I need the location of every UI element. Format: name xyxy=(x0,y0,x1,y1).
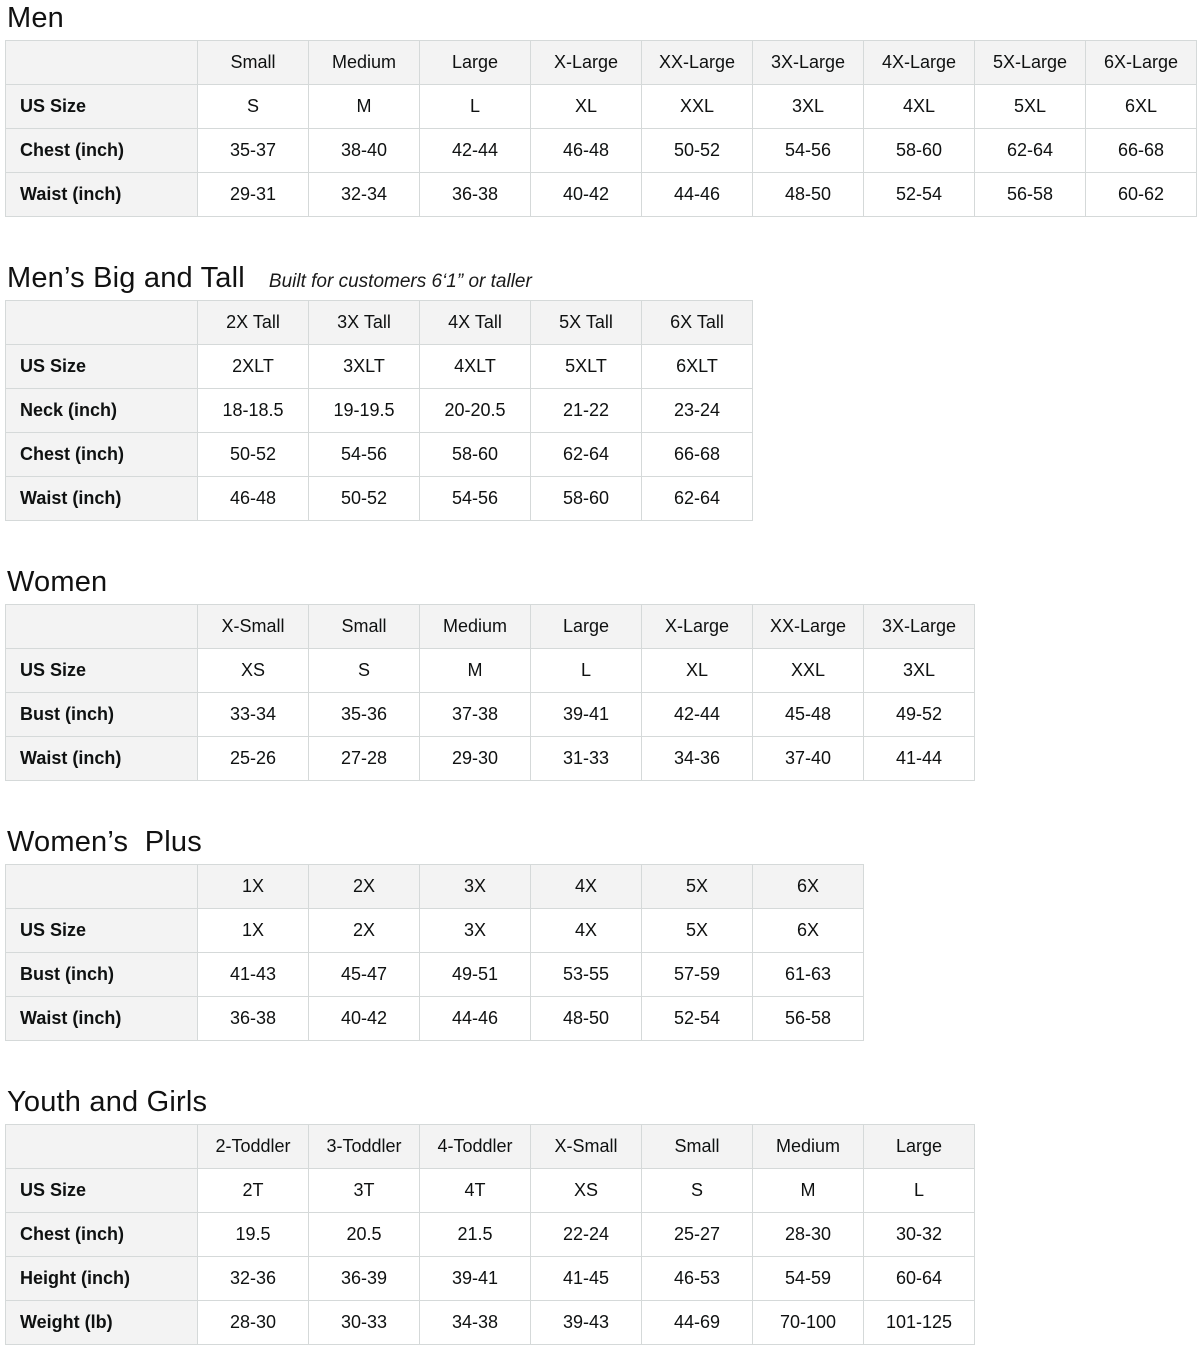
value-cell: 54-56 xyxy=(309,433,420,477)
size-table-mens-big-and-tall xyxy=(5,300,753,521)
value-cell: 37-38 xyxy=(420,693,531,737)
size-table-youth-and-girls xyxy=(5,1124,975,1345)
value-cell: S xyxy=(642,1169,753,1213)
value-cell: 33-34 xyxy=(198,693,309,737)
value-cell: 38-40 xyxy=(309,129,420,173)
row-label: Waist (inch) xyxy=(6,477,198,521)
value-cell: 19.5 xyxy=(198,1213,309,1257)
value-cell: 20-20.5 xyxy=(420,389,531,433)
value-cell: M xyxy=(753,1169,864,1213)
table-row xyxy=(6,389,753,433)
table-row xyxy=(6,1257,975,1301)
value-cell: 49-52 xyxy=(864,693,975,737)
header-row xyxy=(6,41,1197,85)
value-cell: L xyxy=(420,85,531,129)
value-cell: 42-44 xyxy=(642,693,753,737)
column-header: 6X Tall xyxy=(642,301,753,345)
value-cell: 23-24 xyxy=(642,389,753,433)
column-header: 2-Toddler xyxy=(198,1125,309,1169)
value-cell: 44-46 xyxy=(420,997,531,1041)
value-cell: 36-38 xyxy=(198,997,309,1041)
column-header: 4X Tall xyxy=(420,301,531,345)
value-cell: 5X xyxy=(642,909,753,953)
section-header xyxy=(7,566,1196,598)
value-cell: S xyxy=(198,85,309,129)
column-header: 5X xyxy=(642,865,753,909)
value-cell: 32-34 xyxy=(309,173,420,217)
row-label: US Size xyxy=(6,649,198,693)
value-cell: L xyxy=(531,649,642,693)
value-cell: 62-64 xyxy=(531,433,642,477)
row-label: US Size xyxy=(6,345,198,389)
value-cell: 58-60 xyxy=(420,433,531,477)
value-cell: 53-55 xyxy=(531,953,642,997)
row-label: US Size xyxy=(6,909,198,953)
value-cell: 41-44 xyxy=(864,737,975,781)
value-cell: 45-48 xyxy=(753,693,864,737)
column-header: X-Large xyxy=(531,41,642,85)
column-header: Medium xyxy=(420,605,531,649)
section-title-women: Women xyxy=(7,566,108,598)
value-cell: 46-48 xyxy=(198,477,309,521)
value-cell: 40-42 xyxy=(531,173,642,217)
value-cell: XL xyxy=(642,649,753,693)
value-cell: 29-30 xyxy=(420,737,531,781)
value-cell: 57-59 xyxy=(642,953,753,997)
section-subtitle-mens-big-and-tall: Built for customers 6‘1” or taller xyxy=(268,271,532,292)
header-row xyxy=(6,865,864,909)
value-cell: M xyxy=(420,649,531,693)
value-cell: 1X xyxy=(198,909,309,953)
value-cell: 34-36 xyxy=(642,737,753,781)
value-cell: 39-43 xyxy=(531,1301,642,1345)
value-cell: 5XLT xyxy=(531,345,642,389)
value-cell: 28-30 xyxy=(753,1213,864,1257)
value-cell: 50-52 xyxy=(198,433,309,477)
value-cell: 20.5 xyxy=(309,1213,420,1257)
section-header xyxy=(7,826,1196,858)
value-cell: 39-41 xyxy=(420,1257,531,1301)
value-cell: 28-30 xyxy=(198,1301,309,1345)
value-cell: 56-58 xyxy=(753,997,864,1041)
column-header: Medium xyxy=(309,41,420,85)
column-header: 3-Toddler xyxy=(309,1125,420,1169)
column-header: 2X xyxy=(309,865,420,909)
section-title-youth-and-girls: Youth and Girls xyxy=(7,1086,208,1118)
row-label: Waist (inch) xyxy=(6,737,198,781)
column-header: X-Small xyxy=(531,1125,642,1169)
value-cell: 41-43 xyxy=(198,953,309,997)
value-cell: 2XLT xyxy=(198,345,309,389)
value-cell: 54-59 xyxy=(753,1257,864,1301)
value-cell: XXL xyxy=(753,649,864,693)
table-row xyxy=(6,173,1197,217)
value-cell: 48-50 xyxy=(531,997,642,1041)
section-title-mens-big-and-tall: Men’s Big and Tall xyxy=(7,262,245,294)
header-row xyxy=(6,301,753,345)
value-cell: 41-45 xyxy=(531,1257,642,1301)
section-title-womens-plus: Women’s Plus xyxy=(7,826,202,858)
value-cell: XS xyxy=(198,649,309,693)
value-cell: 2T xyxy=(198,1169,309,1213)
column-header: 4X-Large xyxy=(864,41,975,85)
value-cell: 54-56 xyxy=(420,477,531,521)
value-cell: 32-36 xyxy=(198,1257,309,1301)
value-cell: 6XL xyxy=(1086,85,1197,129)
value-cell: 6X xyxy=(753,909,864,953)
column-header: 3X Tall xyxy=(309,301,420,345)
value-cell: 29-31 xyxy=(198,173,309,217)
value-cell: 4X xyxy=(531,909,642,953)
value-cell: 39-41 xyxy=(531,693,642,737)
value-cell: XXL xyxy=(642,85,753,129)
value-cell: 40-42 xyxy=(309,997,420,1041)
table-row xyxy=(6,477,753,521)
value-cell: 46-53 xyxy=(642,1257,753,1301)
value-cell: 35-37 xyxy=(198,129,309,173)
row-label: Waist (inch) xyxy=(6,173,198,217)
value-cell: 6XLT xyxy=(642,345,753,389)
value-cell: 4XLT xyxy=(420,345,531,389)
value-cell: 60-62 xyxy=(1086,173,1197,217)
value-cell: 3X xyxy=(420,909,531,953)
value-cell: 52-54 xyxy=(864,173,975,217)
corner-cell xyxy=(6,41,198,85)
header-row xyxy=(6,1125,975,1169)
value-cell: 44-46 xyxy=(642,173,753,217)
table-row xyxy=(6,433,753,477)
value-cell: 3XL xyxy=(864,649,975,693)
column-header: 5X Tall xyxy=(531,301,642,345)
column-header: 4X xyxy=(531,865,642,909)
value-cell: 46-48 xyxy=(531,129,642,173)
table-row xyxy=(6,909,864,953)
row-label: Height (inch) xyxy=(6,1257,198,1301)
size-table-men xyxy=(5,40,1197,217)
value-cell: 70-100 xyxy=(753,1301,864,1345)
section-header xyxy=(7,2,1196,34)
value-cell: 19-19.5 xyxy=(309,389,420,433)
column-header: 5X-Large xyxy=(975,41,1086,85)
value-cell: 21-22 xyxy=(531,389,642,433)
value-cell: XS xyxy=(531,1169,642,1213)
size-table-womens-plus xyxy=(5,864,864,1041)
corner-cell xyxy=(6,1125,198,1169)
table-row xyxy=(6,345,753,389)
value-cell: 3XLT xyxy=(309,345,420,389)
value-cell: 30-33 xyxy=(309,1301,420,1345)
row-label: Bust (inch) xyxy=(6,953,198,997)
value-cell: 25-27 xyxy=(642,1213,753,1257)
value-cell: 3T xyxy=(309,1169,420,1213)
section-men xyxy=(5,2,1196,217)
table-row xyxy=(6,997,864,1041)
column-header: Small xyxy=(642,1125,753,1169)
value-cell: 35-36 xyxy=(309,693,420,737)
value-cell: 30-32 xyxy=(864,1213,975,1257)
column-header: 4-Toddler xyxy=(420,1125,531,1169)
table-row xyxy=(6,85,1197,129)
value-cell: 37-40 xyxy=(753,737,864,781)
value-cell: 4XL xyxy=(864,85,975,129)
value-cell: 22-24 xyxy=(531,1213,642,1257)
value-cell: 56-58 xyxy=(975,173,1086,217)
size-charts xyxy=(5,2,1196,1345)
row-label: Chest (inch) xyxy=(6,129,198,173)
corner-cell xyxy=(6,301,198,345)
corner-cell xyxy=(6,865,198,909)
row-label: Neck (inch) xyxy=(6,389,198,433)
value-cell: 48-50 xyxy=(753,173,864,217)
column-header: Small xyxy=(309,605,420,649)
table-row xyxy=(6,1301,975,1345)
value-cell: 66-68 xyxy=(642,433,753,477)
value-cell: 36-39 xyxy=(309,1257,420,1301)
column-header: Large xyxy=(420,41,531,85)
value-cell: 49-51 xyxy=(420,953,531,997)
column-header: Large xyxy=(864,1125,975,1169)
column-header: X-Large xyxy=(642,605,753,649)
column-header: 2X Tall xyxy=(198,301,309,345)
value-cell: 4T xyxy=(420,1169,531,1213)
value-cell: 58-60 xyxy=(531,477,642,521)
value-cell: S xyxy=(309,649,420,693)
row-label: Chest (inch) xyxy=(6,433,198,477)
value-cell: 36-38 xyxy=(420,173,531,217)
section-header xyxy=(7,1086,1196,1118)
section-title-men: Men xyxy=(7,2,65,34)
value-cell: 31-33 xyxy=(531,737,642,781)
row-label: US Size xyxy=(6,1169,198,1213)
table-row xyxy=(6,1213,975,1257)
table-row xyxy=(6,737,975,781)
column-header: 1X xyxy=(198,865,309,909)
column-header: 3X-Large xyxy=(864,605,975,649)
value-cell: M xyxy=(309,85,420,129)
row-label: Waist (inch) xyxy=(6,997,198,1041)
table-row xyxy=(6,649,975,693)
value-cell: 27-28 xyxy=(309,737,420,781)
section-women xyxy=(5,566,1196,781)
value-cell: 66-68 xyxy=(1086,129,1197,173)
value-cell: L xyxy=(864,1169,975,1213)
value-cell: 58-60 xyxy=(864,129,975,173)
column-header: Medium xyxy=(753,1125,864,1169)
table-row xyxy=(6,953,864,997)
column-header: XX-Large xyxy=(753,605,864,649)
value-cell: 21.5 xyxy=(420,1213,531,1257)
value-cell: 50-52 xyxy=(309,477,420,521)
value-cell: 101-125 xyxy=(864,1301,975,1345)
value-cell: 3XL xyxy=(753,85,864,129)
value-cell: 50-52 xyxy=(642,129,753,173)
row-label: Bust (inch) xyxy=(6,693,198,737)
section-womens-plus xyxy=(5,826,1196,1041)
column-header: Small xyxy=(198,41,309,85)
column-header: 3X xyxy=(420,865,531,909)
column-header: X-Small xyxy=(198,605,309,649)
column-header: XX-Large xyxy=(642,41,753,85)
value-cell: 62-64 xyxy=(642,477,753,521)
value-cell: 5XL xyxy=(975,85,1086,129)
value-cell: 61-63 xyxy=(753,953,864,997)
value-cell: 62-64 xyxy=(975,129,1086,173)
column-header: 6X xyxy=(753,865,864,909)
table-row xyxy=(6,129,1197,173)
section-mens-big-and-tall xyxy=(5,262,1196,521)
table-row xyxy=(6,693,975,737)
value-cell: 2X xyxy=(309,909,420,953)
row-label: US Size xyxy=(6,85,198,129)
row-label: Chest (inch) xyxy=(6,1213,198,1257)
value-cell: XL xyxy=(531,85,642,129)
column-header: 6X-Large xyxy=(1086,41,1197,85)
value-cell: 42-44 xyxy=(420,129,531,173)
value-cell: 54-56 xyxy=(753,129,864,173)
column-header: 3X-Large xyxy=(753,41,864,85)
value-cell: 18-18.5 xyxy=(198,389,309,433)
header-row xyxy=(6,605,975,649)
column-header: Large xyxy=(531,605,642,649)
value-cell: 45-47 xyxy=(309,953,420,997)
table-row xyxy=(6,1169,975,1213)
value-cell: 52-54 xyxy=(642,997,753,1041)
section-youth-and-girls xyxy=(5,1086,1196,1345)
row-label: Weight (lb) xyxy=(6,1301,198,1345)
section-header xyxy=(7,262,1196,294)
corner-cell xyxy=(6,605,198,649)
value-cell: 25-26 xyxy=(198,737,309,781)
value-cell: 60-64 xyxy=(864,1257,975,1301)
value-cell: 44-69 xyxy=(642,1301,753,1345)
size-table-women xyxy=(5,604,975,781)
value-cell: 34-38 xyxy=(420,1301,531,1345)
